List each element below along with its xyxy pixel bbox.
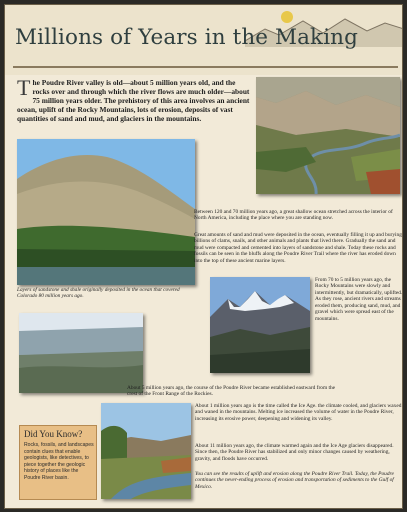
bluff-photo-caption: Layers of sandstone and shale originally deposited in the ocean that covered Colorado 80 million years ago.	[17, 287, 180, 300]
sign-title: Millions of Years in the Making	[15, 25, 358, 50]
photo-poudre-river	[101, 403, 191, 499]
did-you-know-text: Rocks, fossils, and landscapes contain clues that enable geologists, like detectives, to piece together the geologic history of places like the Poudre River basin.	[24, 442, 94, 481]
photo-rocky-mountains	[210, 277, 310, 373]
did-you-know-box	[19, 425, 97, 500]
intro-drop-cap: T	[17, 75, 31, 100]
paragraph-river-course: About 5 million years ago, the course of the Poudre River became established eastward from the crest of the Front Range of the Rockies.	[127, 385, 336, 398]
paragraph-closing: You can see the results of uplift and erosion along the Poudre River Trail. Today, the Poudre continues the never-ending process of erosion and transportation of sediments to the Gulf of Mexico.	[195, 471, 394, 490]
intro-paragraph	[17, 75, 253, 124]
interpretive-sign	[4, 4, 403, 509]
intro-text: he Poudre River valley is old—about 5 million years old, and the rocks over and through which the river flows are much older—about 75 million years older. The prehistory of this area involves an ancient ocean, uplift of the Rocky Mountains, lots of erosion, deposits of vast quantities of sand and mud, and glaciers in the mountains.	[17, 78, 250, 124]
photo-plains-landscape	[19, 313, 143, 393]
paragraph-ice-age: About 1 million years ago is the time called the Ice Age. the climate cooled, and glaciers waxed and waned in the mountains. Melting ice increased the volume of water in the Poudre River, increasing its erosive power, deepening and widening its valley.	[195, 403, 402, 422]
paragraph-uplift: From 70 to 5 million years ago, the Rocky Mountains were slowly and intermittently, but dramatically, uplifted. As they rose, ancient rivers and streams eroded them, producing sand, mud, and gravel which were spread east of the mountains.	[315, 277, 403, 322]
photo-sandstone-bluff	[17, 139, 195, 285]
paragraph-ancient-ocean: Between 120 and 70 million years ago, a great shallow ocean stretched across the interior of North America, including the place where you are standing now.	[194, 209, 393, 222]
paragraph-climate-warmed: About 11 million years ago, the climate warmed again and the Ice Age glaciers disappeared. Since then, the Poudre River has stabilized and only minor changes caused by weathering, gravity, and floods have occurred.	[195, 443, 394, 462]
photo-river-valley-aerial	[256, 77, 400, 194]
paragraph-sand-and-mud: Great amounts of sand and mud were deposited in the ocean, eventually filling it up and burying billions of clams, snails, and other animals and plants that lived there. Gradually the sand and mud were compacted and cemented into layers of sandstone and shale. Today these rocks and fossils can be seen in the bluffs along the Poudre River Trail where the river has eroded down into the top of these ancient marine layers.	[194, 232, 402, 264]
did-you-know-heading: Did You Know?	[24, 429, 83, 439]
title-divider	[13, 66, 398, 68]
